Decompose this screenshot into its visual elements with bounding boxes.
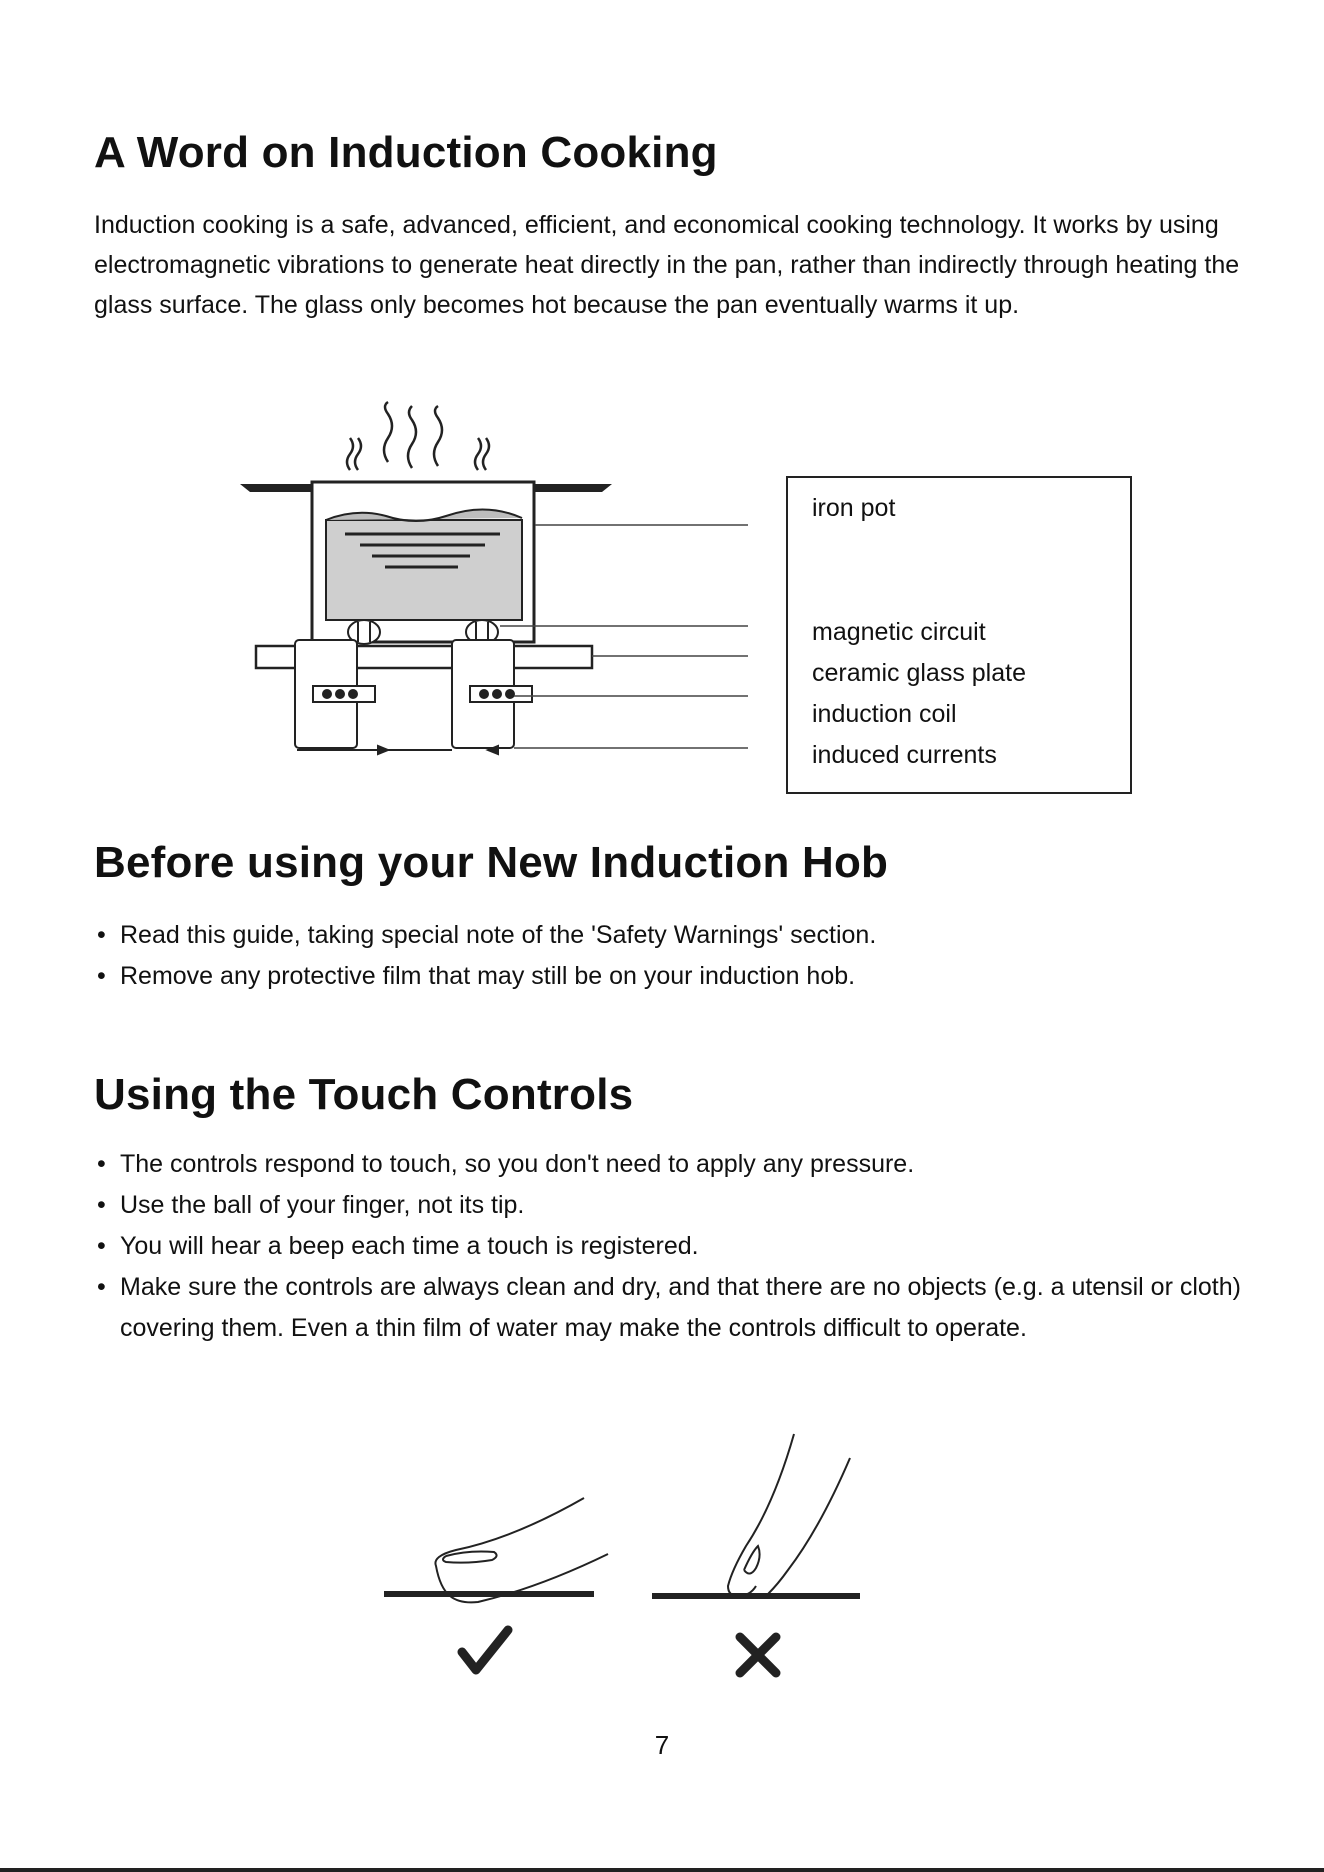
section-title-induction-cooking: A Word on Induction Cooking [94, 128, 718, 177]
induction-intro-paragraph: Induction cooking is a safe, advanced, efficient, and economical cooking technology. It works by using electromagnetic vibrations to generate heat directly in the pan, rather than indirectly through heating the glass surface. The glass only becomes hot because the pan eventually warms it up. [94, 211, 1240, 319]
label-ceramic-glass-plate: ceramic glass plate [812, 659, 1026, 687]
section-title-touch-controls: Using the Touch Controls [94, 1070, 634, 1119]
label-iron-pot: iron pot [812, 494, 896, 522]
list-item: • Use the ball of your finger, not its tip. [97, 1191, 525, 1219]
list-item: • Read this guide, taking special note of the 'Safety Warnings' section. [97, 921, 877, 949]
cross-icon [740, 1637, 776, 1673]
magnetic-circuit-icon [348, 620, 498, 644]
list-item: • Make sure the controls are always clean and dry, and that there are no objects (e.g. a utensil or cloth) covering them. Even a thin film of water may make the controls difficult to operate. [97, 1273, 1241, 1342]
label-induced-currents: induced currents [812, 741, 997, 769]
page-bottom-rule [0, 1868, 1324, 1872]
finger-ball-icon [384, 1498, 608, 1602]
label-induction-coil: induction coil [812, 700, 957, 728]
list-item: • Remove any protective film that may still be on your induction hob. [97, 962, 856, 990]
leader-lines [500, 525, 748, 748]
finger-tip-icon [652, 1434, 860, 1596]
ceramic-glass-plate-icon [256, 646, 592, 668]
page-number: 7 [654, 1730, 670, 1760]
iron-pot-icon [240, 482, 612, 642]
list-item: • You will hear a beep each time a touch is registered. [97, 1232, 699, 1260]
steam-icon [347, 402, 489, 470]
induction-coil-icon [295, 640, 532, 748]
diagram-legend-box [786, 476, 1132, 794]
induced-currents-icon [297, 746, 498, 754]
check-icon [462, 1630, 508, 1670]
touch-controls-list [94, 1144, 1264, 1349]
section-title-before-using: Before using your New Induction Hob [94, 838, 889, 887]
label-magnetic-circuit: magnetic circuit [812, 618, 986, 646]
before-using-list [94, 915, 1264, 997]
list-item: • The controls respond to touch, so you don't need to apply any pressure. [97, 1150, 915, 1178]
